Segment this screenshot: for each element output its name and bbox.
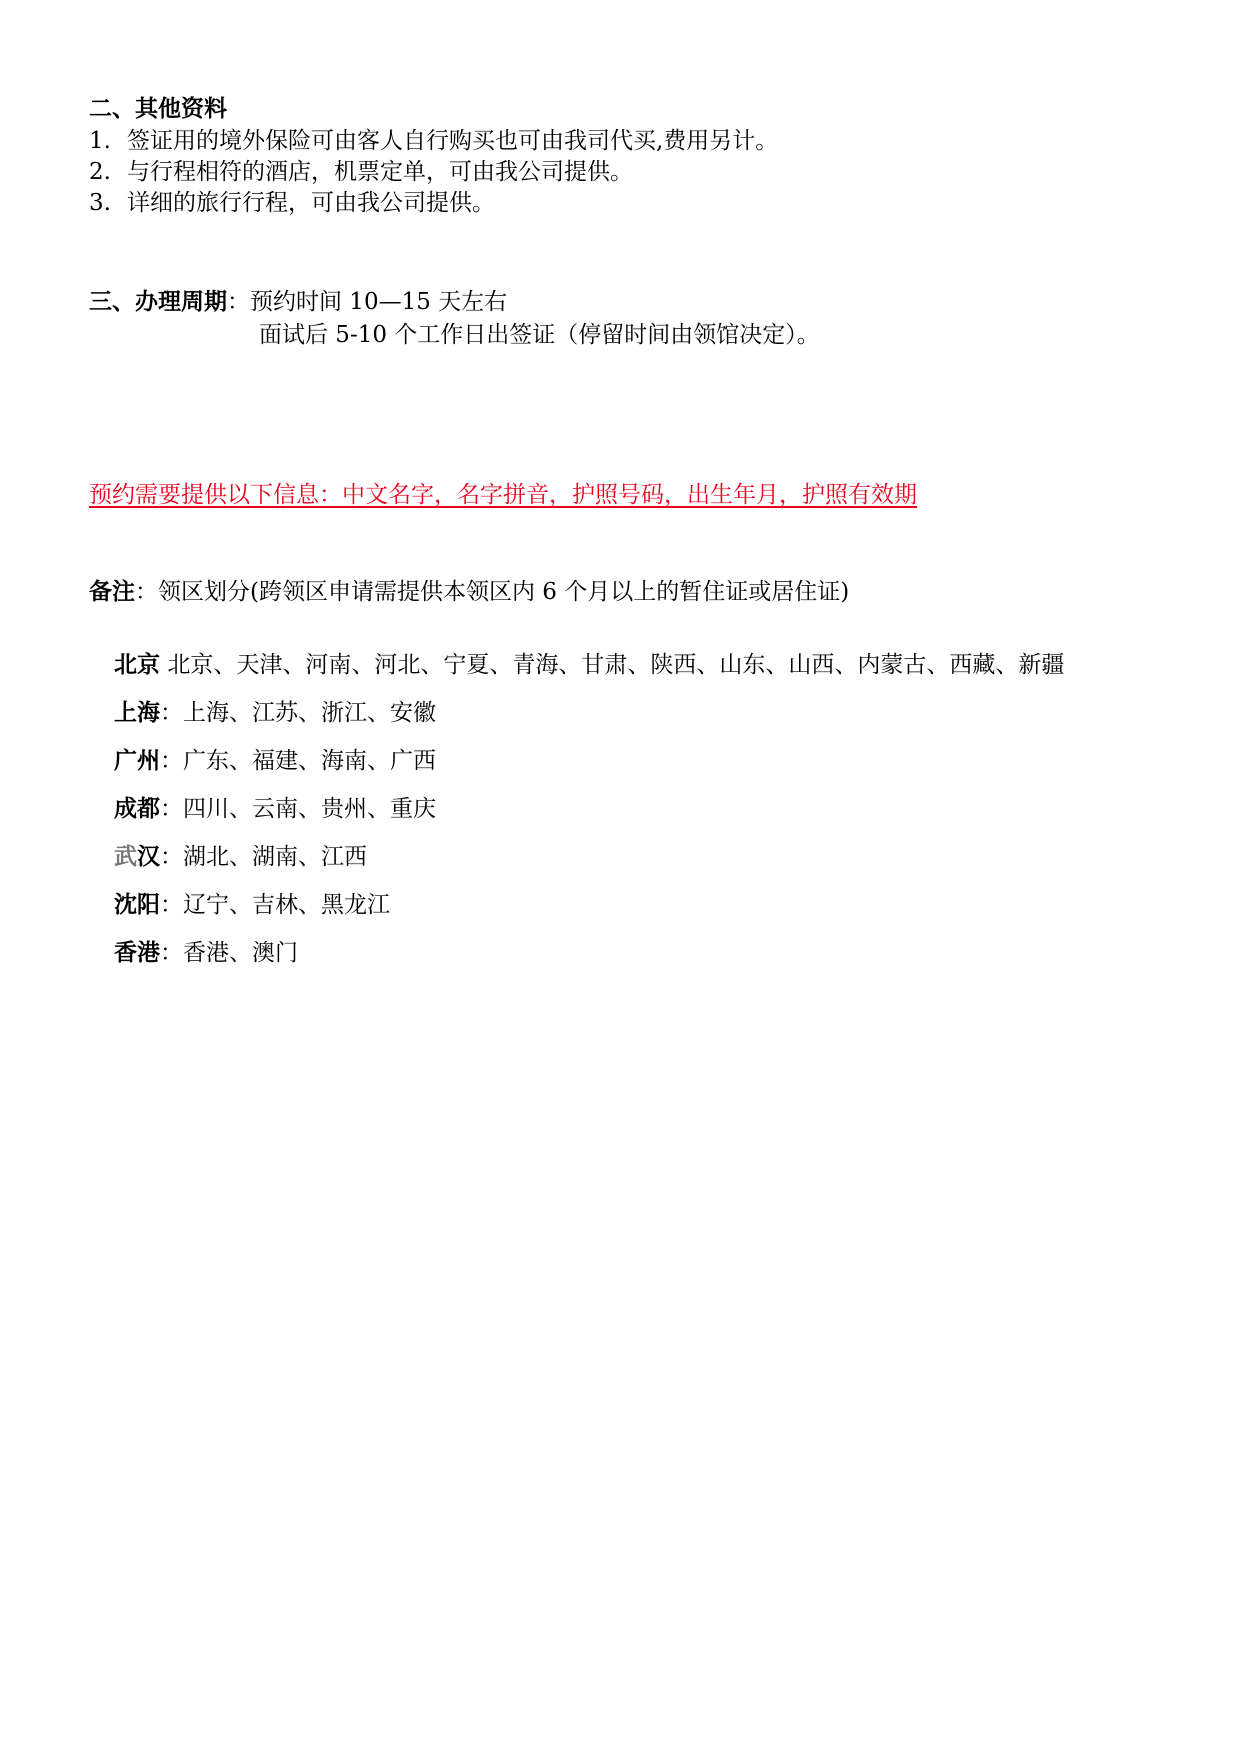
district-city-part: 武 [114, 844, 137, 870]
district-provinces: 湖北、湖南、江西 [183, 844, 367, 870]
list-item-number: 3. [89, 190, 111, 216]
heading-colon: ： [227, 289, 250, 315]
district-separator: ： [160, 844, 183, 870]
district-row-shenyang [114, 890, 390, 920]
district-provinces: 四川、云南、贵州、重庆 [183, 796, 436, 822]
list-item-text: 签证用的境外保险可由客人自行购买也可由我司代买,费用另计。 [127, 128, 779, 154]
district-city: 沈阳 [114, 892, 160, 918]
district-city: 北京 [114, 652, 160, 678]
list-item [89, 157, 633, 187]
list-item-text: 与行程相符的酒店，机票定单，可由我公司提供。 [127, 159, 633, 185]
district-city-part: 汉 [137, 844, 160, 870]
remark-colon: ： [135, 579, 158, 605]
district-city: 上海 [114, 700, 160, 726]
processing-period [89, 287, 507, 317]
district-provinces: 辽宁、吉林、黑龙江 [183, 892, 390, 918]
district-row-hongkong [114, 938, 298, 968]
district-row-shanghai [114, 698, 436, 728]
district-provinces: 北京、天津、河南、河北、宁夏、青海、甘肃、陕西、山东、山西、内蒙古、西藏、新疆 [167, 652, 1065, 678]
district-city: 广州 [114, 748, 160, 774]
section-heading-other-materials: 二、其他资料 [89, 96, 227, 122]
district-row-chengdu [114, 794, 436, 824]
list-item-number: 2. [89, 159, 111, 185]
remark-text: 领区划分(跨领区申请需提供本领区内 6 个月以上的暂住证或居住证) [158, 579, 850, 605]
list-item [89, 188, 495, 218]
district-provinces: 上海、江苏、浙江、安徽 [183, 700, 436, 726]
district-row-wuhan [114, 842, 367, 872]
section-heading-processing-period: 三、办理周期 [89, 289, 227, 315]
remark-label: 备注 [89, 579, 135, 605]
district-separator: ： [160, 700, 183, 726]
district-separator: ： [160, 940, 183, 966]
list-item-number: 1. [89, 128, 111, 154]
district-city: 成都 [114, 796, 160, 822]
list-item [89, 126, 778, 156]
district-row-beijing [114, 650, 1064, 680]
remark [89, 577, 849, 607]
district-row-guangzhou [114, 746, 436, 776]
district-provinces: 广东、福建、海南、广西 [183, 748, 436, 774]
district-separator: ： [160, 748, 183, 774]
district-provinces: 香港、澳门 [183, 940, 298, 966]
visa-issue-time: 面试后 5-10 个工作日出签证（停留时间由领馆决定）。 [259, 322, 820, 348]
district-city: 香港 [114, 940, 160, 966]
district-separator: ： [160, 796, 183, 822]
appointment-info-notice: 预约需要提供以下信息：中文名字，名字拼音，护照号码，出生年月，护照有效期 [89, 482, 917, 508]
district-separator: ： [160, 892, 183, 918]
list-item-text: 详细的旅行行程，可由我公司提供。 [127, 190, 495, 216]
appointment-time: 预约时间 10—15 天左右 [250, 289, 508, 315]
